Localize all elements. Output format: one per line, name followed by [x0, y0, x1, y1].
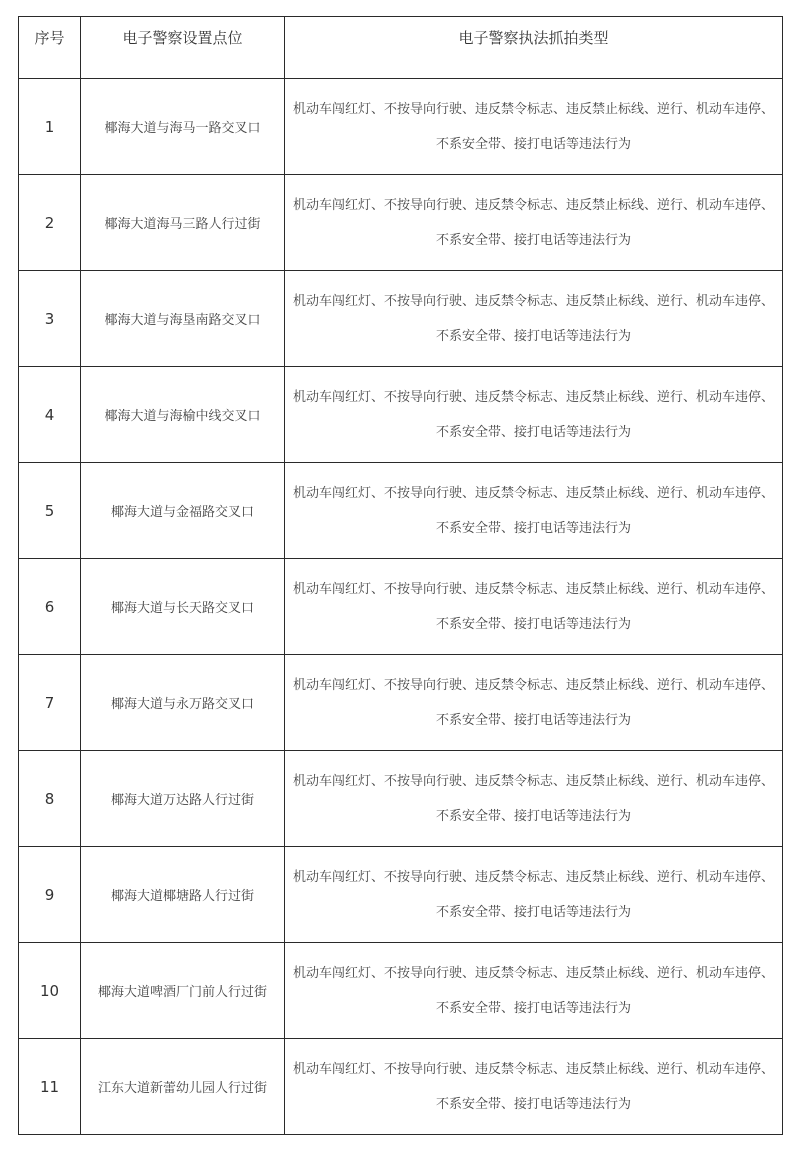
row-location: 椰海大道万达路人行过街	[81, 751, 285, 847]
table-row	[19, 943, 783, 1039]
row-location: 椰海大道与海马一路交叉口	[81, 79, 285, 175]
row-serial-number: 8	[19, 751, 81, 847]
table-row	[19, 847, 783, 943]
table-row	[19, 655, 783, 751]
row-violation-types	[285, 751, 783, 847]
camera-locations-table	[18, 16, 783, 1135]
table-row	[19, 751, 783, 847]
table-row	[19, 463, 783, 559]
table-row	[19, 1039, 783, 1135]
row-violation-types	[285, 175, 783, 271]
header-location: 电子警察设置点位	[81, 17, 285, 79]
violation-types-line-1: 机动车闯红灯、不按导向行驶、违反禁令标志、违反禁止标线、逆行、机动车违停、	[292, 581, 774, 597]
violation-types-line-2: 不系安全带、接打电话等违法行为	[435, 1096, 631, 1112]
row-serial-number: 2	[19, 175, 81, 271]
row-violation-types	[285, 655, 783, 751]
row-serial-number: 6	[19, 559, 81, 655]
row-serial-number: 3	[19, 271, 81, 367]
violation-types-line-2: 不系安全带、接打电话等违法行为	[435, 904, 631, 920]
violation-types-line-1: 机动车闯红灯、不按导向行驶、违反禁令标志、违反禁止标线、逆行、机动车违停、	[292, 1061, 774, 1077]
table-row	[19, 367, 783, 463]
row-serial-number: 10	[19, 943, 81, 1039]
row-serial-number: 11	[19, 1039, 81, 1135]
violation-types-line-2: 不系安全带、接打电话等违法行为	[435, 232, 631, 248]
row-location: 椰海大道椰塘路人行过街	[81, 847, 285, 943]
violation-types-line-2: 不系安全带、接打电话等违法行为	[435, 520, 631, 536]
row-location: 江东大道新蕾幼儿园人行过街	[81, 1039, 285, 1135]
violation-types-line-1: 机动车闯红灯、不按导向行驶、违反禁令标志、违反禁止标线、逆行、机动车违停、	[292, 869, 774, 885]
row-violation-types	[285, 79, 783, 175]
row-violation-types	[285, 367, 783, 463]
row-serial-number: 1	[19, 79, 81, 175]
violation-types-line-1: 机动车闯红灯、不按导向行驶、违反禁令标志、违反禁止标线、逆行、机动车违停、	[292, 485, 774, 501]
row-violation-types	[285, 847, 783, 943]
violation-types-line-1: 机动车闯红灯、不按导向行驶、违反禁令标志、违反禁止标线、逆行、机动车违停、	[292, 293, 774, 309]
row-location: 椰海大道与海垦南路交叉口	[81, 271, 285, 367]
violation-types-line-2: 不系安全带、接打电话等违法行为	[435, 808, 631, 824]
table-row	[19, 79, 783, 175]
row-violation-types	[285, 271, 783, 367]
violation-types-line-2: 不系安全带、接打电话等违法行为	[435, 712, 631, 728]
violation-types-line-2: 不系安全带、接打电话等违法行为	[435, 328, 631, 344]
row-serial-number: 4	[19, 367, 81, 463]
header-serial-number: 序号	[19, 17, 81, 79]
violation-types-line-1: 机动车闯红灯、不按导向行驶、违反禁令标志、违反禁止标线、逆行、机动车违停、	[292, 677, 774, 693]
violation-types-line-2: 不系安全带、接打电话等违法行为	[435, 1000, 631, 1016]
row-location: 椰海大道海马三路人行过街	[81, 175, 285, 271]
row-location: 椰海大道与长天路交叉口	[81, 559, 285, 655]
violation-types-line-1: 机动车闯红灯、不按导向行驶、违反禁令标志、违反禁止标线、逆行、机动车违停、	[292, 197, 774, 213]
violation-types-line-1: 机动车闯红灯、不按导向行驶、违反禁令标志、违反禁止标线、逆行、机动车违停、	[292, 101, 774, 117]
row-location: 椰海大道与金福路交叉口	[81, 463, 285, 559]
table-row	[19, 271, 783, 367]
row-location: 椰海大道与永万路交叉口	[81, 655, 285, 751]
violation-types-line-2: 不系安全带、接打电话等违法行为	[435, 136, 631, 152]
violation-types-line-1: 机动车闯红灯、不按导向行驶、违反禁令标志、违反禁止标线、逆行、机动车违停、	[292, 773, 774, 789]
table-row	[19, 559, 783, 655]
table-row	[19, 175, 783, 271]
row-violation-types	[285, 943, 783, 1039]
row-location: 椰海大道与海榆中线交叉口	[81, 367, 285, 463]
row-violation-types	[285, 1039, 783, 1135]
row-serial-number: 9	[19, 847, 81, 943]
violation-types-line-2: 不系安全带、接打电话等违法行为	[435, 616, 631, 632]
violation-types-line-1: 机动车闯红灯、不按导向行驶、违反禁令标志、违反禁止标线、逆行、机动车违停、	[292, 389, 774, 405]
violation-types-line-1: 机动车闯红灯、不按导向行驶、违反禁令标志、违反禁止标线、逆行、机动车违停、	[292, 965, 774, 981]
row-serial-number: 7	[19, 655, 81, 751]
table-body	[19, 79, 783, 1135]
header-violation-types: 电子警察执法抓拍类型	[285, 17, 783, 79]
row-violation-types	[285, 463, 783, 559]
table-header-row	[19, 17, 783, 79]
row-violation-types	[285, 559, 783, 655]
row-serial-number: 5	[19, 463, 81, 559]
violation-types-line-2: 不系安全带、接打电话等违法行为	[435, 424, 631, 440]
row-location: 椰海大道啤酒厂门前人行过街	[81, 943, 285, 1039]
